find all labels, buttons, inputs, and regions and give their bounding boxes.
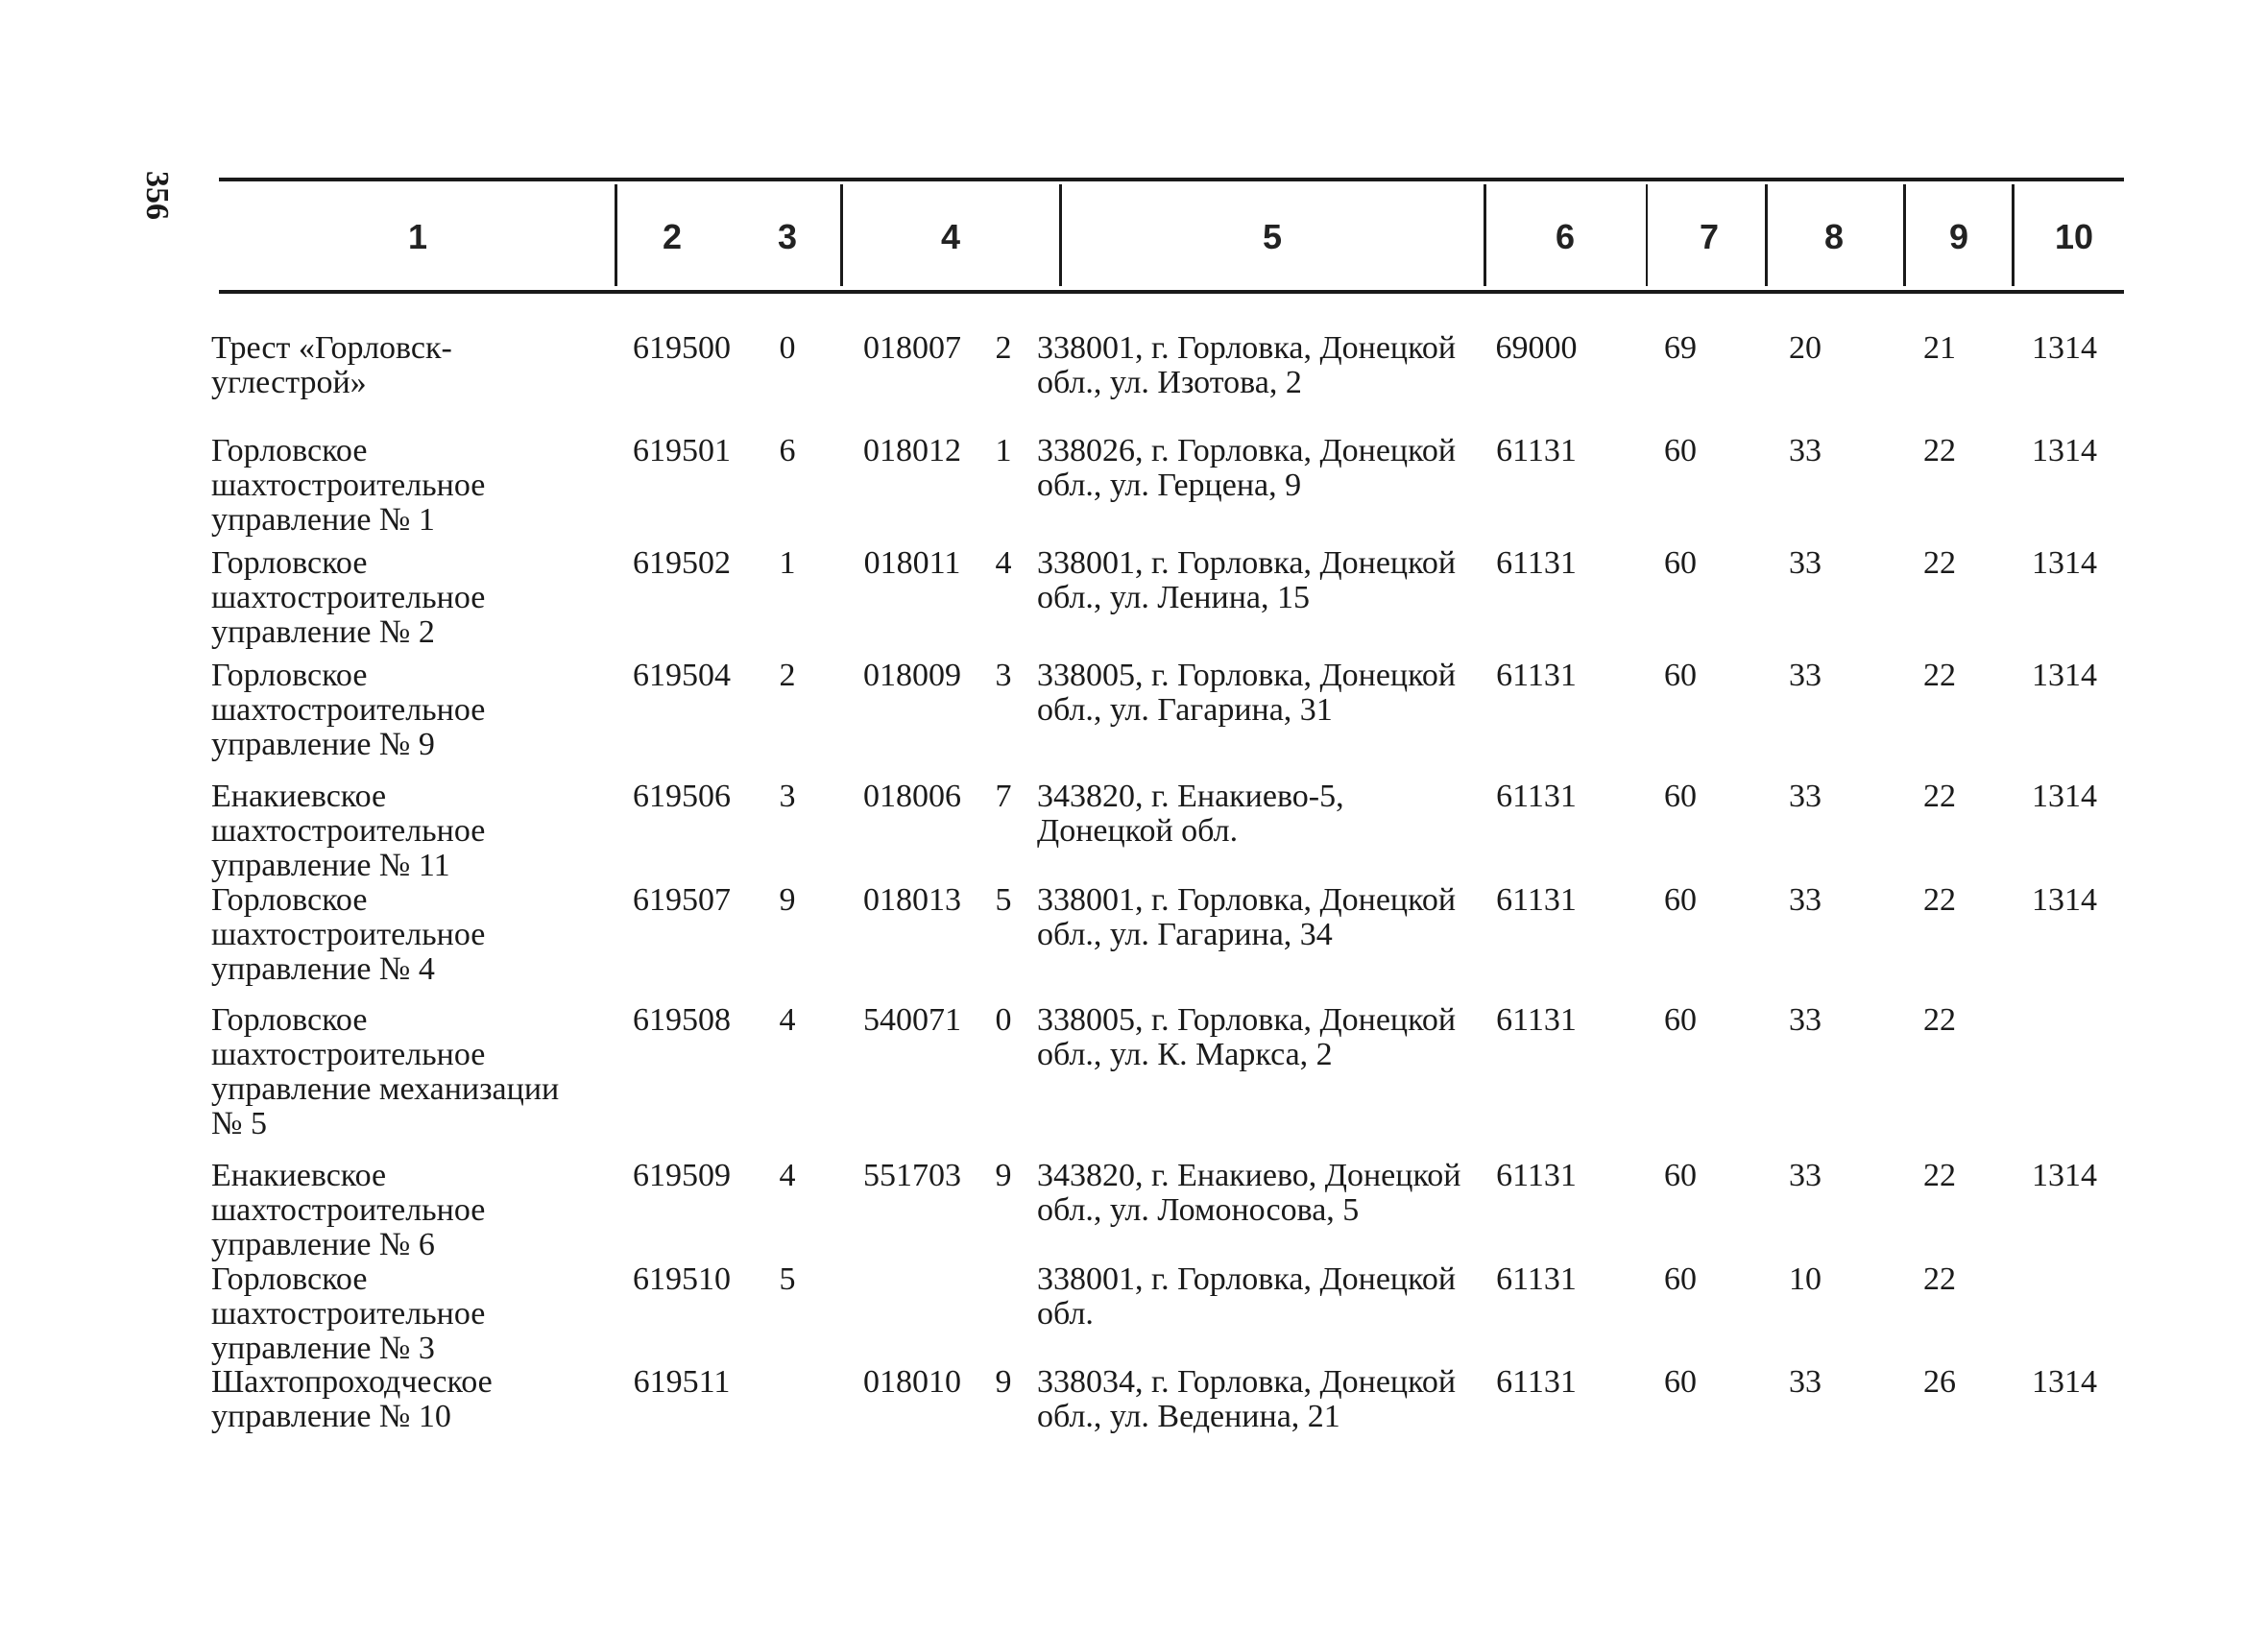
cell-col7: 60: [1664, 1364, 1697, 1400]
cell-col2: 619511: [633, 1364, 731, 1400]
cell-col10: 1314: [2032, 658, 2097, 693]
column-header: 3: [777, 217, 798, 256]
cell-col6: 61131: [1496, 545, 1577, 581]
column-divider: [1765, 184, 1768, 286]
cell-col3: 6: [779, 433, 796, 468]
organization-name: Шахтопроходческое управление № 10: [211, 1364, 493, 1434]
column-header: 7: [1699, 217, 1720, 256]
cell-col7: 60: [1664, 1002, 1697, 1038]
column-divider: [615, 184, 617, 286]
cell-col2: 619506: [633, 779, 731, 814]
organization-name: Горловское шахтостроительное управление механизации № 5: [211, 1002, 560, 1141]
cell-col2: 619507: [633, 882, 731, 918]
column-header: 8: [1823, 217, 1845, 256]
cell-col3: 9: [779, 882, 796, 918]
page-number: 356: [139, 171, 175, 220]
cell-col6: 61131: [1496, 1364, 1577, 1400]
cell-col4: 018013: [863, 882, 961, 918]
cell-col3: 3: [779, 779, 796, 814]
cell-col9: 22: [1923, 1002, 1956, 1038]
cell-col6: 61131: [1496, 433, 1577, 468]
cell-col3: 0: [779, 330, 796, 366]
cell-col2: 619500: [633, 330, 731, 366]
cell-col8: 33: [1789, 433, 1822, 468]
cell-col4-digit: 4: [995, 545, 1012, 581]
cell-col7: 60: [1664, 779, 1697, 814]
cell-col9: 22: [1923, 658, 1956, 693]
organization-name: Трест «Горловск-углестрой»: [211, 330, 452, 400]
cell-col6: 69000: [1495, 330, 1578, 366]
cell-col4: 018012: [863, 433, 961, 468]
column-header: 10: [2054, 217, 2094, 256]
cell-col8: 20: [1789, 330, 1822, 366]
cell-col8: 33: [1789, 779, 1822, 814]
cell-col4-digit: 9: [995, 1364, 1012, 1400]
cell-col4: 018010: [863, 1364, 961, 1400]
cell-col8: 33: [1789, 882, 1822, 918]
cell-col10: 1314: [2032, 882, 2097, 918]
table-header-rule: [219, 290, 2124, 294]
cell-col9: 22: [1923, 882, 1956, 918]
cell-col7: 60: [1664, 1158, 1697, 1193]
organization-name: Енакиевское шахтостроительное управление № 11: [211, 779, 486, 883]
column-header: 2: [662, 217, 683, 256]
cell-col8: 33: [1789, 545, 1822, 581]
cell-col9: 22: [1923, 545, 1956, 581]
cell-col4: 018007: [863, 330, 961, 366]
cell-col4: 018011: [863, 545, 961, 581]
cell-col6: 61131: [1496, 1002, 1577, 1038]
column-divider: [1484, 184, 1486, 286]
cell-col4-digit: 3: [995, 658, 1012, 693]
cell-col9: 22: [1923, 433, 1956, 468]
address: 338001, г. Горловка, Донецкой обл.: [1037, 1261, 1457, 1332]
column-header: 6: [1555, 217, 1576, 256]
cell-col10: 1314: [2032, 1364, 2097, 1400]
cell-col3: 1: [779, 545, 796, 581]
cell-col8: 10: [1789, 1261, 1822, 1297]
cell-col2: 619501: [633, 433, 731, 468]
organization-name: Горловское шахтостроительное управление № 3: [211, 1261, 486, 1366]
cell-col9: 26: [1923, 1364, 1956, 1400]
cell-col4: 540071: [863, 1002, 961, 1038]
cell-col7: 60: [1664, 433, 1697, 468]
cell-col9: 22: [1923, 779, 1956, 814]
cell-col3: 5: [779, 1261, 796, 1297]
cell-col8: 33: [1789, 1158, 1822, 1193]
cell-col4-digit: 9: [995, 1158, 1012, 1193]
address: 338001, г. Горловка, Донецкой обл., ул. Гагарина, 34: [1037, 882, 1457, 952]
cell-col9: 22: [1923, 1261, 1956, 1297]
cell-col7: 60: [1664, 658, 1697, 693]
cell-col3: 4: [779, 1002, 796, 1038]
cell-col10: 1314: [2032, 330, 2097, 366]
organization-name: Горловское шахтостроительное управление № 2: [211, 545, 486, 650]
organization-name: Горловское шахтостроительное управление № 1: [211, 433, 486, 538]
cell-col6: 61131: [1496, 1158, 1577, 1193]
cell-col10: 1314: [2032, 1158, 2097, 1193]
address: 338005, г. Горловка, Донецкой обл., ул. К. Маркса, 2: [1037, 1002, 1457, 1072]
column-divider: [2012, 184, 2015, 286]
cell-col2: 619504: [633, 658, 731, 693]
organization-name: Енакиевское шахтостроительное управление № 6: [211, 1158, 486, 1262]
address: 338001, г. Горловка, Донецкой обл., ул. Ленина, 15: [1037, 545, 1457, 615]
column-header: 9: [1948, 217, 1969, 256]
cell-col7: 60: [1664, 545, 1697, 581]
cell-col4-digit: 1: [995, 433, 1012, 468]
cell-col7: 60: [1664, 1261, 1697, 1297]
cell-col6: 61131: [1496, 1261, 1577, 1297]
cell-col6: 61131: [1496, 882, 1577, 918]
cell-col8: 33: [1789, 658, 1822, 693]
cell-col9: 22: [1923, 1158, 1956, 1193]
address: 338005, г. Горловка, Донецкой обл., ул. Гагарина, 31: [1037, 658, 1457, 728]
cell-col4-digit: 0: [995, 1002, 1012, 1038]
cell-col7: 69: [1664, 330, 1697, 366]
cell-col2: 619509: [633, 1158, 731, 1193]
cell-col4-digit: 2: [995, 330, 1012, 366]
table-top-rule: [219, 178, 2124, 181]
cell-col10: 1314: [2032, 779, 2097, 814]
address: 343820, г. Енакиево, Донецкой обл., ул. Ломоносова, 5: [1037, 1158, 1461, 1228]
cell-col8: 33: [1789, 1364, 1822, 1400]
cell-col3: 4: [779, 1158, 796, 1193]
organization-name: Горловское шахтостроительное управление № 4: [211, 882, 486, 987]
cell-col6: 61131: [1496, 658, 1577, 693]
cell-col2: 619508: [633, 1002, 731, 1038]
cell-col2: 619502: [633, 545, 731, 581]
cell-col4-digit: 7: [995, 779, 1012, 814]
cell-col2: 619510: [633, 1261, 731, 1297]
address: 343820, г. Енакиево-5, Донецкой обл.: [1037, 779, 1344, 849]
cell-col6: 61131: [1496, 779, 1577, 814]
address: 338034, г. Горловка, Донецкой обл., ул. Веденина, 21: [1037, 1364, 1457, 1434]
column-divider: [840, 184, 843, 286]
cell-col10: 1314: [2032, 433, 2097, 468]
address: 338026, г. Горловка, Донецкой обл., ул. Герцена, 9: [1037, 433, 1457, 503]
organization-name: Горловское шахтостроительное управление № 9: [211, 658, 486, 762]
cell-col9: 21: [1923, 330, 1956, 366]
column-header: 5: [1262, 217, 1283, 256]
cell-col7: 60: [1664, 882, 1697, 918]
cell-col4: 551703: [863, 1158, 961, 1193]
column-header: 4: [940, 217, 961, 256]
column-divider: [1646, 184, 1648, 286]
cell-col8: 33: [1789, 1002, 1822, 1038]
cell-col4-digit: 5: [995, 882, 1012, 918]
address: 338001, г. Горловка, Донецкой обл., ул. Изотова, 2: [1037, 330, 1457, 400]
column-header: 1: [407, 217, 428, 256]
cell-col4: 018006: [863, 779, 961, 814]
cell-col3: 2: [779, 658, 796, 693]
cell-col10: 1314: [2032, 545, 2097, 581]
cell-col4: 018009: [863, 658, 961, 693]
